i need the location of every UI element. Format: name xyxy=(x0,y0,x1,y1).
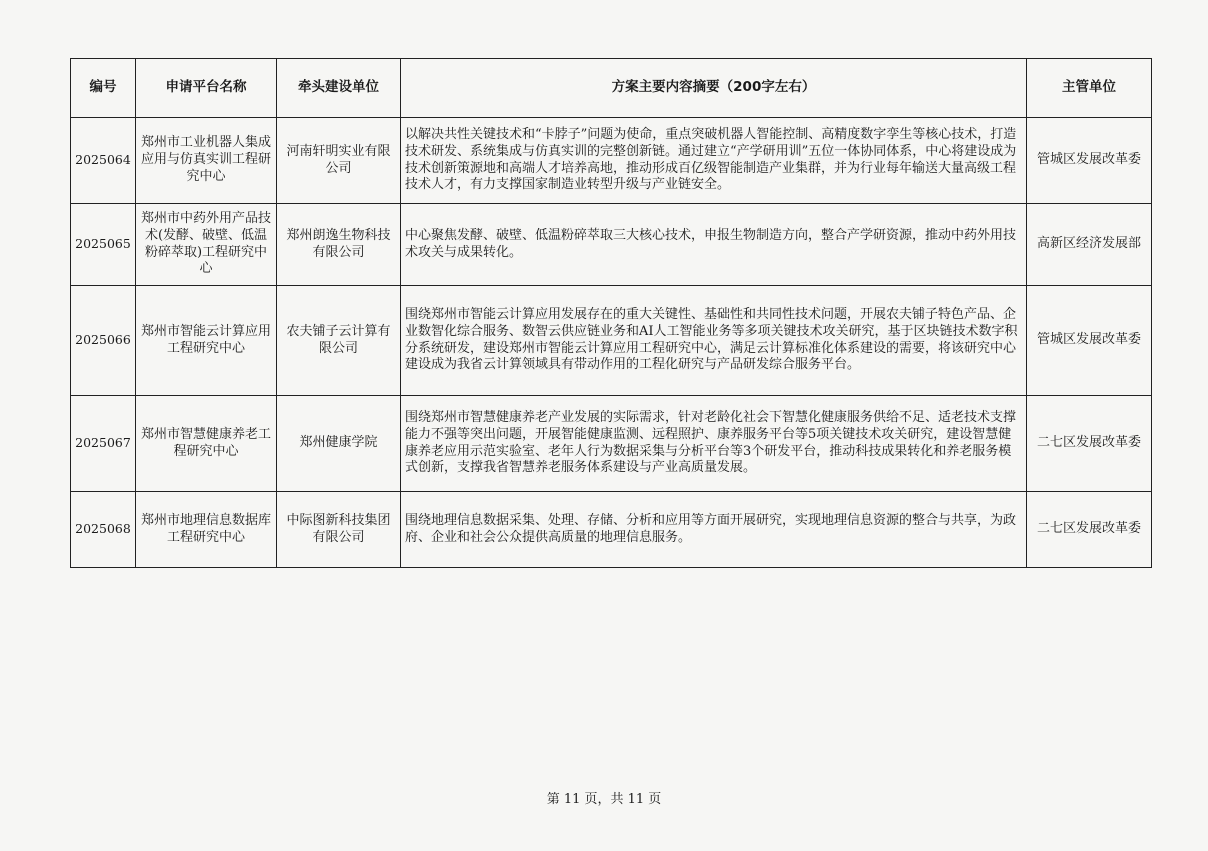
row-department: 管城区发展改革委 xyxy=(1027,286,1152,396)
row-summary: 以解决共性关键技术和“卡脖子”问题为使命，重点突破机器人智能控制、高精度数字孪生等核心技术，打造技术研发、系统集成与仿真实训的完整创新链。通过建立“产学研用训”五位一体协同体系，中心将建设成为技术创新策源地和高端人才培养高地，推动形成百亿级智能制造产业集群，并为行业每年输送大量高级工程技术人才，有力支撑国家制造业转型升级与产业链安全。 xyxy=(401,118,1027,204)
table-row xyxy=(71,396,1152,492)
row-department: 二七区发展改革委 xyxy=(1027,396,1152,492)
page-number: 第 11 页，共 11 页 xyxy=(546,792,662,807)
row-lead-unit: 中际图新科技集团有限公司 xyxy=(277,492,401,568)
table-row xyxy=(71,204,1152,286)
row-lead-unit: 河南轩明实业有限公司 xyxy=(277,118,401,204)
row-platform-name: 郑州市智能云计算应用工程研究中心 xyxy=(136,286,277,396)
row-summary: 中心聚焦发酵、破壁、低温粉碎萃取三大核心技术，申报生物制造方向，整合产学研资源，推动中药外用技术攻关与成果转化。 xyxy=(401,204,1027,286)
row-id: 2025064 xyxy=(71,118,136,204)
row-id: 2025066 xyxy=(71,286,136,396)
row-platform-name: 郑州市工业机器人集成应用与仿真实训工程研究中心 xyxy=(136,118,277,204)
table-row xyxy=(71,492,1152,568)
header-lead-unit: 牵头建设单位 xyxy=(277,59,401,118)
row-department: 管城区发展改革委 xyxy=(1027,118,1152,204)
row-department: 二七区发展改革委 xyxy=(1027,492,1152,568)
row-id: 2025065 xyxy=(71,204,136,286)
header-platform-name: 申请平台名称 xyxy=(136,59,277,118)
table-row xyxy=(71,118,1152,204)
header-id: 编号 xyxy=(71,59,136,118)
row-summary: 围绕郑州市智能云计算应用发展存在的重大关键性、基础性和共同性技术问题，开展农夫铺子特色产品、企业数智化综合服务、数智云供应链业务和AI人工智能业务等多项关键技术攻关研究，基于区块链技术数字积分系统研发，建设郑州市智能云计算应用工程研究中心，满足云计算标准化体系建设的需要，将该研究中心建设成为我省云计算领域具有带动作用的工程化研究与产品研发综合服务平台。 xyxy=(401,286,1027,396)
header-department: 主管单位 xyxy=(1027,59,1152,118)
row-id: 2025068 xyxy=(71,492,136,568)
row-platform-name: 郑州市中药外用产品技术(发酵、破壁、低温粉碎萃取)工程研究中心 xyxy=(136,204,277,286)
row-summary: 围绕郑州市智慧健康养老产业发展的实际需求，针对老龄化社会下智慧化健康服务供给不足、适老技术支撑能力不强等突出问题，开展智能健康监测、远程照护、康养服务平台等5项关键技术攻关研究，建设智慧健康养老应用示范实验室、老年人行为数据采集与分析平台等3个研发平台，推动科技成果转化和养老服务模式创新，支撑我省智慧养老服务体系建设与产业高质量发展。 xyxy=(401,396,1027,492)
table-row xyxy=(71,286,1152,396)
row-lead-unit: 郑州健康学院 xyxy=(277,396,401,492)
table-header-row xyxy=(71,59,1152,118)
header-summary: 方案主要内容摘要（200字左右） xyxy=(401,59,1027,118)
row-department: 高新区经济发展部 xyxy=(1027,204,1152,286)
row-platform-name: 郑州市地理信息数据库工程研究中心 xyxy=(136,492,277,568)
row-id: 2025067 xyxy=(71,396,136,492)
row-platform-name: 郑州市智慧健康养老工程研究中心 xyxy=(136,396,277,492)
row-lead-unit: 农夫铺子云计算有限公司 xyxy=(277,286,401,396)
row-lead-unit: 郑州朗逸生物科技有限公司 xyxy=(277,204,401,286)
project-table xyxy=(70,58,1152,568)
row-summary: 围绕地理信息数据采集、处理、存储、分析和应用等方面开展研究，实现地理信息资源的整合与共享，为政府、企业和社会公众提供高质量的地理信息服务。 xyxy=(401,492,1027,568)
